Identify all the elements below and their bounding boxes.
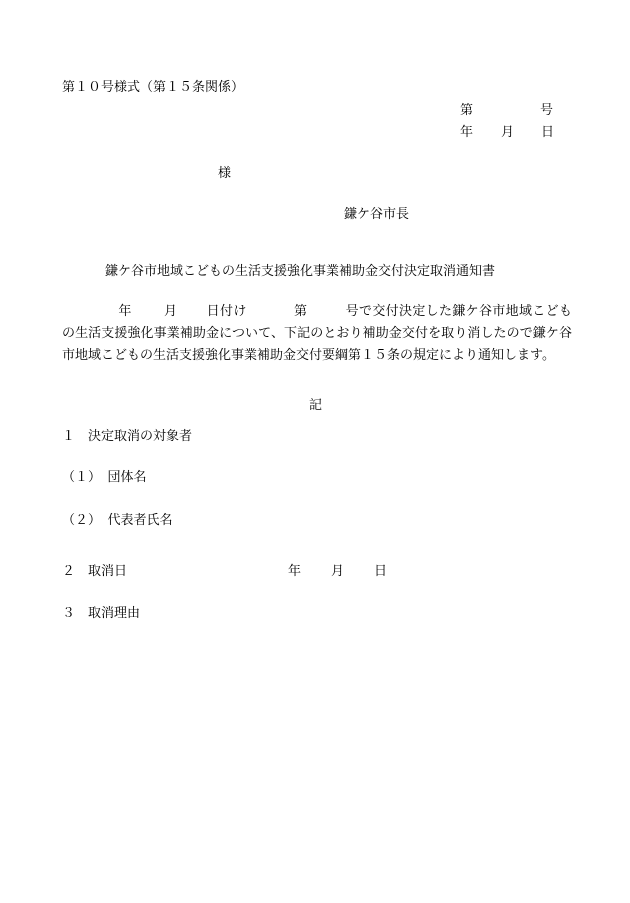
- item-2-cancel-date: ２ 取消日: [62, 564, 128, 579]
- body-text: 号で交付決定した鎌ケ谷市地域こどもの生活支援強化事業補助金について、下記のとおり補助金交付を取り消したので鎌ケ谷市地域こどもの生活支援強化事業補助金交付要綱第１５条の規定により通知します。: [62, 304, 572, 363]
- issue-date-month: 月: [501, 125, 515, 140]
- document-title: 鎌ケ谷市地域こどもの生活支援強化事業補助金交付決定取消通知書: [105, 264, 496, 279]
- document-number-go: 号: [540, 103, 554, 118]
- addressee-suffix: 様: [218, 166, 232, 181]
- issue-date-day: 日: [541, 125, 555, 140]
- sender-name: 鎌ケ谷市長: [344, 207, 410, 222]
- item-2-day: 日: [374, 564, 388, 579]
- item-2-month: 月: [331, 564, 345, 579]
- ki-heading: 記: [309, 398, 323, 413]
- body-year: 年: [118, 304, 132, 319]
- body-dai: 第: [293, 304, 308, 319]
- item-1-2-representative-name: （２） 代表者氏名: [62, 513, 173, 528]
- item-1-target: １ 決定取消の対象者: [62, 429, 193, 444]
- document-number-dai: 第: [460, 103, 474, 118]
- item-2-year: 年: [288, 564, 302, 579]
- form-number-label: 第１０号様式（第１５条関係）: [62, 80, 245, 95]
- body-day-suffix: 日付け: [206, 304, 247, 319]
- body-month: 月: [163, 304, 178, 319]
- item-1-1-organization-name: （１） 団体名: [62, 470, 147, 485]
- body-paragraph: [62, 301, 572, 367]
- item-3-reason: ３ 取消理由: [62, 606, 141, 621]
- issue-date-year: 年: [460, 125, 474, 140]
